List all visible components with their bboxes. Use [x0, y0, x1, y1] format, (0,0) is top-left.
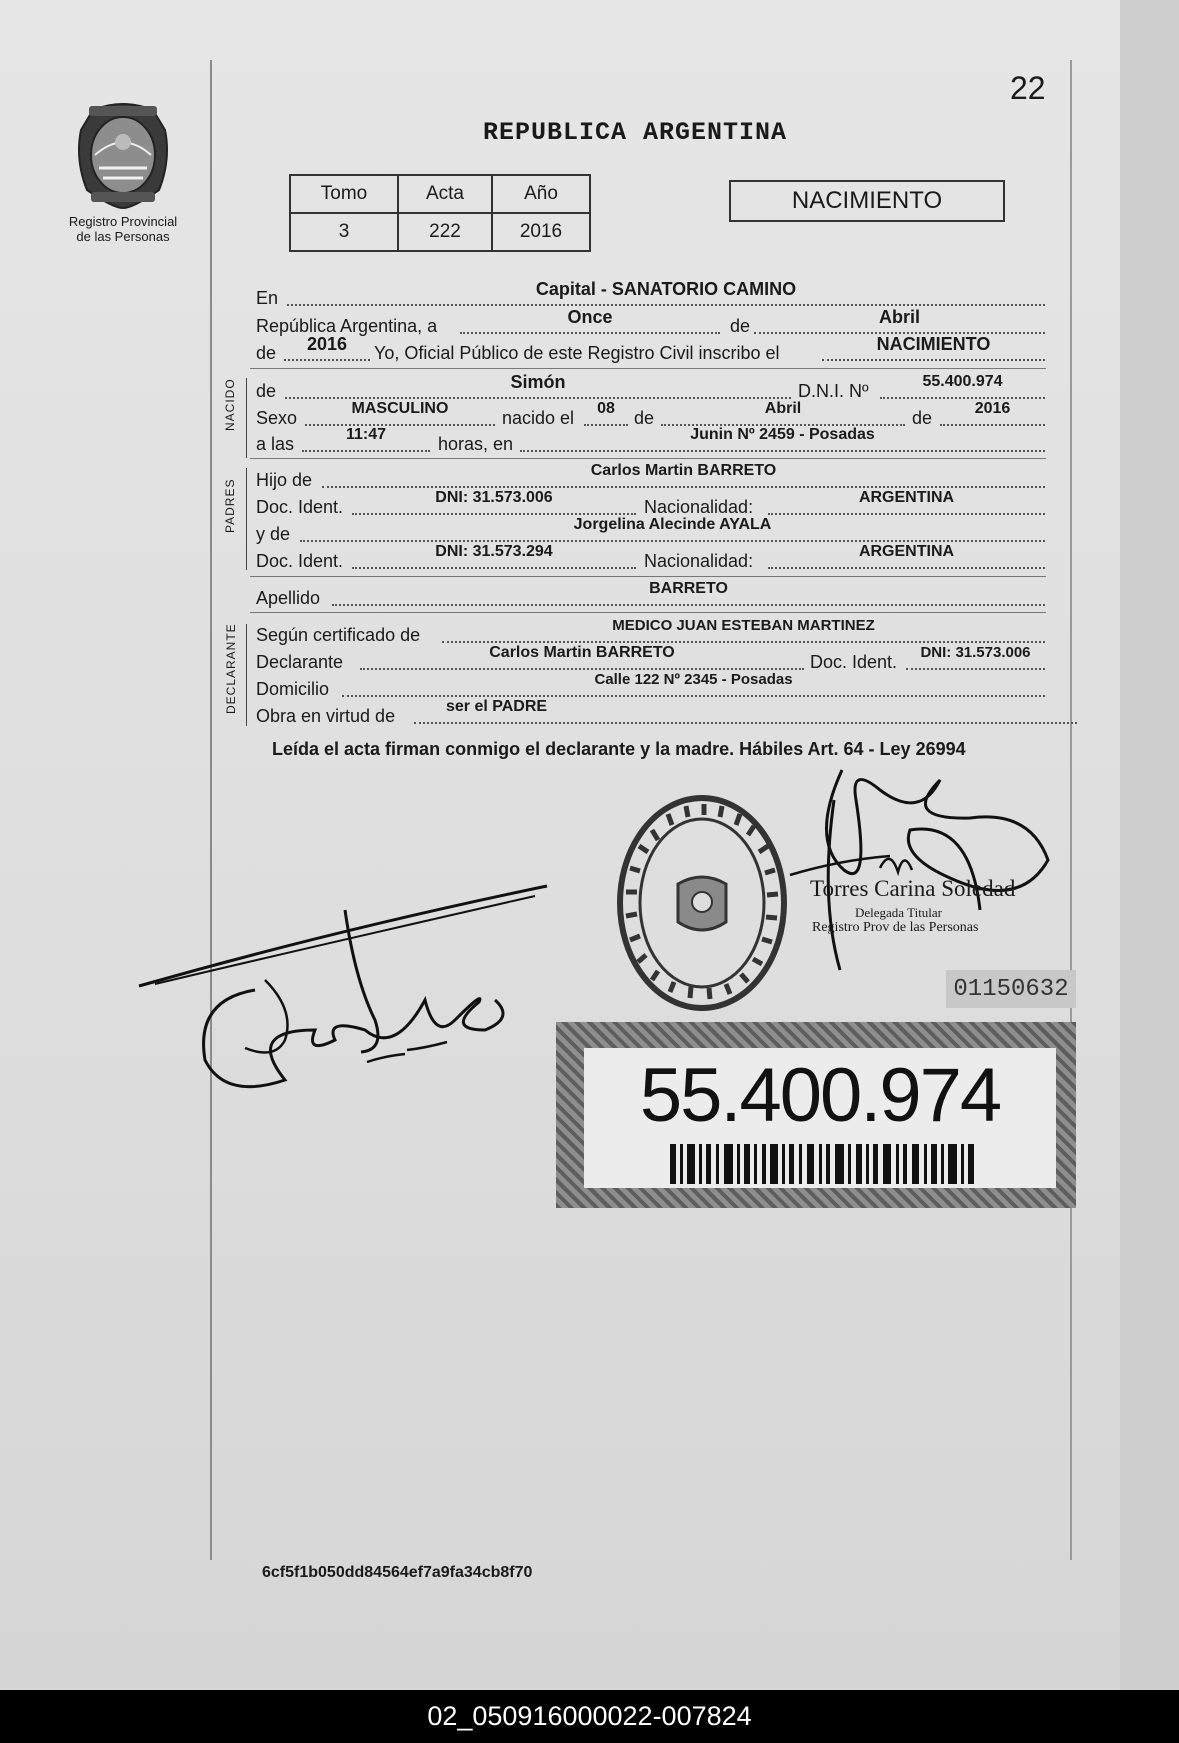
logo-caption-line1: Registro Provincial	[68, 214, 178, 229]
father-nationality-label: Nacionalidad:	[644, 497, 754, 517]
nacido-de-label3: de	[912, 408, 933, 428]
register-value-acta: 222	[398, 213, 492, 251]
separator-nacido	[250, 368, 1046, 369]
a-las-label: a las	[256, 434, 295, 454]
reading-statement: Leída el acta firman conmigo el declarante y la madre. Hábiles Art. 64 - Ley 26994	[272, 739, 966, 759]
registry-logo	[60, 100, 186, 244]
padres-section-label: PADRES	[223, 478, 237, 533]
surname-value: BARRETO	[332, 582, 1045, 606]
official-role: Delegada Titular	[855, 905, 943, 920]
registro-provincial-delegation-seal-icon	[612, 790, 792, 1016]
declarant-doc-label: Doc. Ident.	[810, 652, 898, 672]
padres-section-bar	[246, 468, 247, 570]
day-text-value: Once	[460, 310, 720, 334]
acting-capacity-value: ser el PADRE	[414, 700, 1077, 724]
declarant-signature-icon	[135, 880, 555, 1100]
sex-value: MASCULINO	[305, 402, 495, 426]
inscription-type-value: NACIMIENTO	[822, 337, 1045, 361]
birth-day-value: 08	[584, 402, 628, 426]
left-margin-line	[210, 60, 212, 1560]
provincia-de-misiones-emblem-icon	[73, 100, 173, 210]
separator-padres	[250, 458, 1046, 459]
mother-name-value: Jorgelina Alecinde AYALA	[300, 518, 1045, 542]
horas-en-label: horas, en	[438, 434, 514, 454]
republica-label: República Argentina, a	[256, 316, 438, 336]
register-header-anio: Año	[492, 175, 590, 213]
page-number: 22	[1010, 70, 1046, 106]
place-value: Capital - SANATORIO CAMINO	[287, 282, 1045, 306]
year-label: de	[256, 343, 277, 363]
mother-doc-label: Doc. Ident.	[256, 551, 344, 571]
right-margin-line	[1070, 60, 1072, 1560]
birth-place-value: Junin Nº 2459 - Posadas	[520, 428, 1045, 452]
register-value-anio: 2016	[492, 213, 590, 251]
register-header-acta: Acta	[398, 175, 492, 213]
month-value: Abril	[754, 310, 1045, 334]
mother-nationality-value: ARGENTINA	[768, 545, 1045, 569]
separator-apellido	[250, 576, 1046, 577]
hijo-de-label: Hijo de	[256, 470, 313, 490]
stamp-label-area	[584, 1048, 1056, 1188]
declarante-section-label: DECLARANTE	[224, 623, 238, 714]
page-edge	[1120, 0, 1179, 1690]
logo-caption-line2: de las Personas	[76, 229, 170, 244]
declarant-name-value: Carlos Martin BARRETO	[360, 646, 804, 670]
apellido-label: Apellido	[256, 588, 321, 608]
document-hash: 6cf5f1b050dd84564ef7a9fa34cb8f70	[262, 1564, 533, 1581]
mother-nationality-label: Nacionalidad:	[644, 551, 754, 571]
declarant-signature	[135, 880, 555, 1105]
birth-year-value: 2016	[940, 402, 1045, 426]
official-signature	[780, 760, 1060, 985]
register-table	[289, 174, 591, 252]
separator-declarante	[250, 612, 1046, 613]
official-signature-icon	[780, 760, 1060, 980]
security-stamp	[556, 1022, 1076, 1208]
declarante-section-bar	[246, 624, 247, 726]
official-name: Torres Carina Soledad	[810, 876, 1016, 901]
barcode-icon	[670, 1144, 980, 1184]
nacido-section-bar	[246, 378, 247, 458]
birth-month-value: Abril	[661, 402, 905, 426]
birth-time-value: 11:47	[302, 428, 430, 452]
en-label: En	[256, 288, 279, 308]
domicilio-label: Domicilio	[256, 679, 330, 699]
register-value-tomo: 3	[290, 213, 398, 251]
record-type-box: NACIMIENTO	[729, 180, 1005, 222]
header-title: REPUBLICA ARGENTINA	[482, 118, 788, 147]
control-number: 01150632	[946, 970, 1076, 1008]
official-registry: Registro Prov de las Personas	[812, 920, 979, 935]
father-nationality-value: ARGENTINA	[768, 491, 1045, 515]
certificado-label: Según certificado de	[256, 625, 421, 645]
father-doc-label: Doc. Ident.	[256, 497, 344, 517]
child-name-value: Simón	[285, 375, 791, 399]
nacido-el-label: nacido el	[502, 408, 575, 428]
de-label: de	[730, 316, 751, 336]
nacido-de-label2: de	[634, 408, 655, 428]
dni-label: D.N.I. Nº	[798, 381, 869, 401]
declarante-label: Declarante	[256, 652, 344, 672]
nacido-section-label: NACIDO	[223, 378, 237, 431]
sexo-label: Sexo	[256, 408, 298, 428]
father-name-value: Carlos Martin BARRETO	[322, 464, 1045, 488]
nacido-de-label: de	[256, 381, 277, 401]
father-doc-value: DNI: 31.573.006	[352, 491, 636, 515]
registry-seal	[612, 790, 792, 1021]
scan-footer-id: 02_050916000022-007824	[0, 1690, 1179, 1743]
child-dni-value: 55.400.974	[880, 375, 1045, 399]
oficial-text: Yo, Oficial Público de este Registro Civil inscribo el	[374, 343, 780, 363]
year-value: 2016	[284, 337, 370, 361]
register-header-tomo: Tomo	[290, 175, 398, 213]
obra-label: Obra en virtud de	[256, 706, 396, 726]
y-de-label: y de	[256, 524, 291, 544]
medical-certificate-value: MEDICO JUAN ESTEBAN MARTINEZ	[442, 619, 1045, 643]
mother-doc-value: DNI: 31.573.294	[352, 545, 636, 569]
stamp-dni-number: 55.400.974	[639, 1053, 1001, 1138]
address-value: Calle 122 Nº 2345 - Posadas	[342, 673, 1045, 697]
declarant-doc-value: DNI: 31.573.006	[906, 646, 1045, 670]
